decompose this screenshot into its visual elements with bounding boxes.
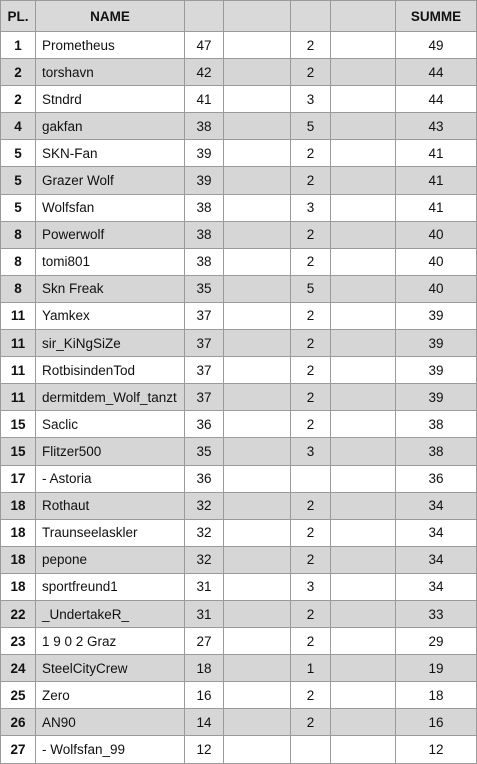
row-col-6 [331, 465, 396, 492]
row-bonus: 2 [291, 32, 331, 59]
row-col-6 [331, 384, 396, 411]
row-place: 4 [1, 113, 36, 140]
row-name: 1 9 0 2 Graz [36, 628, 185, 655]
table-row [1, 465, 477, 492]
table-row [1, 736, 477, 763]
row-col-4 [224, 736, 291, 763]
row-name: torshavn [36, 59, 185, 86]
row-col-4 [224, 492, 291, 519]
row-name: Yamkex [36, 302, 185, 329]
row-place: 15 [1, 438, 36, 465]
row-bonus: 2 [291, 682, 331, 709]
row-place: 18 [1, 492, 36, 519]
row-col-4 [224, 221, 291, 248]
row-name: Zero [36, 682, 185, 709]
row-col-4 [224, 302, 291, 329]
row-col-6 [331, 438, 396, 465]
row-bonus: 1 [291, 655, 331, 682]
row-name: Skn Freak [36, 275, 185, 302]
row-bonus [291, 736, 331, 763]
table-row [1, 140, 477, 167]
row-name: _UndertakeR_ [36, 600, 185, 627]
row-points: 39 [185, 167, 224, 194]
table-row [1, 519, 477, 546]
row-sum: 44 [396, 86, 477, 113]
row-col-4 [224, 682, 291, 709]
header-row [1, 1, 477, 32]
row-place: 11 [1, 302, 36, 329]
row-name: Wolfsfan [36, 194, 185, 221]
row-place: 11 [1, 384, 36, 411]
row-place: 26 [1, 709, 36, 736]
row-points: 12 [185, 736, 224, 763]
row-sum: 38 [396, 438, 477, 465]
row-col-6 [331, 600, 396, 627]
row-points: 47 [185, 32, 224, 59]
row-col-6 [331, 140, 396, 167]
row-sum: 41 [396, 167, 477, 194]
row-points: 37 [185, 302, 224, 329]
row-place: 2 [1, 86, 36, 113]
row-points: 32 [185, 519, 224, 546]
row-col-4 [224, 384, 291, 411]
row-points: 35 [185, 275, 224, 302]
row-place: 8 [1, 221, 36, 248]
header-name: NAME [36, 1, 185, 32]
header-place: PL. [1, 1, 36, 32]
row-sum: 16 [396, 709, 477, 736]
row-bonus: 2 [291, 546, 331, 573]
row-place: 2 [1, 59, 36, 86]
table-row [1, 167, 477, 194]
row-name: RotbisindenTod [36, 357, 185, 384]
table-row [1, 32, 477, 59]
row-name: sportfreund1 [36, 573, 185, 600]
row-place: 24 [1, 655, 36, 682]
row-col-6 [331, 113, 396, 140]
row-name: - Wolfsfan_99 [36, 736, 185, 763]
row-sum: 12 [396, 736, 477, 763]
table-row [1, 384, 477, 411]
row-sum: 49 [396, 32, 477, 59]
row-sum: 39 [396, 384, 477, 411]
row-bonus: 2 [291, 709, 331, 736]
row-name: Flitzer500 [36, 438, 185, 465]
row-place: 18 [1, 573, 36, 600]
row-sum: 34 [396, 519, 477, 546]
row-place: 27 [1, 736, 36, 763]
row-name: pepone [36, 546, 185, 573]
row-bonus: 2 [291, 221, 331, 248]
row-place: 17 [1, 465, 36, 492]
header-col-3 [185, 1, 224, 32]
row-sum: 33 [396, 600, 477, 627]
row-sum: 39 [396, 330, 477, 357]
row-col-6 [331, 167, 396, 194]
row-points: 38 [185, 194, 224, 221]
row-points: 32 [185, 492, 224, 519]
row-sum: 34 [396, 546, 477, 573]
row-points: 36 [185, 411, 224, 438]
row-sum: 29 [396, 628, 477, 655]
row-place: 18 [1, 519, 36, 546]
row-col-6 [331, 655, 396, 682]
table-row [1, 194, 477, 221]
row-bonus: 2 [291, 628, 331, 655]
row-points: 41 [185, 86, 224, 113]
row-points: 37 [185, 330, 224, 357]
row-sum: 43 [396, 113, 477, 140]
table-row [1, 411, 477, 438]
row-points: 18 [185, 655, 224, 682]
row-name: Traunseelaskler [36, 519, 185, 546]
header-col-4 [224, 1, 291, 32]
table-row [1, 302, 477, 329]
row-bonus: 3 [291, 573, 331, 600]
row-place: 8 [1, 248, 36, 275]
row-sum: 36 [396, 465, 477, 492]
table-row [1, 628, 477, 655]
row-col-6 [331, 32, 396, 59]
row-place: 23 [1, 628, 36, 655]
row-sum: 34 [396, 573, 477, 600]
row-points: 39 [185, 140, 224, 167]
table-row [1, 438, 477, 465]
row-col-4 [224, 86, 291, 113]
row-sum: 19 [396, 655, 477, 682]
row-bonus: 3 [291, 438, 331, 465]
table-row [1, 709, 477, 736]
table-row [1, 600, 477, 627]
row-name: - Astoria [36, 465, 185, 492]
row-points: 38 [185, 221, 224, 248]
table-row [1, 59, 477, 86]
table-row [1, 86, 477, 113]
row-col-6 [331, 357, 396, 384]
row-place: 8 [1, 275, 36, 302]
row-place: 1 [1, 32, 36, 59]
row-sum: 39 [396, 357, 477, 384]
row-name: Saclic [36, 411, 185, 438]
header-col-5 [291, 1, 331, 32]
row-col-4 [224, 248, 291, 275]
row-col-4 [224, 465, 291, 492]
row-name: SteelCityCrew [36, 655, 185, 682]
row-bonus: 2 [291, 384, 331, 411]
row-place: 22 [1, 600, 36, 627]
row-points: 16 [185, 682, 224, 709]
row-col-6 [331, 275, 396, 302]
row-col-4 [224, 546, 291, 573]
row-bonus: 2 [291, 140, 331, 167]
row-col-4 [224, 519, 291, 546]
row-name: gakfan [36, 113, 185, 140]
row-sum: 41 [396, 194, 477, 221]
row-place: 15 [1, 411, 36, 438]
row-bonus: 2 [291, 248, 331, 275]
row-points: 35 [185, 438, 224, 465]
row-sum: 44 [396, 59, 477, 86]
row-col-6 [331, 411, 396, 438]
row-col-6 [331, 59, 396, 86]
row-col-4 [224, 59, 291, 86]
row-sum: 40 [396, 221, 477, 248]
row-name: dermitdem_Wolf_tanzt [36, 384, 185, 411]
row-col-4 [224, 32, 291, 59]
table-row [1, 248, 477, 275]
row-place: 11 [1, 357, 36, 384]
table-row [1, 113, 477, 140]
row-col-4 [224, 600, 291, 627]
row-sum: 39 [396, 302, 477, 329]
row-bonus: 2 [291, 357, 331, 384]
table-row [1, 546, 477, 573]
row-bonus: 2 [291, 519, 331, 546]
row-points: 27 [185, 628, 224, 655]
table-row [1, 357, 477, 384]
row-col-4 [224, 194, 291, 221]
row-col-4 [224, 628, 291, 655]
row-bonus: 3 [291, 194, 331, 221]
row-points: 42 [185, 59, 224, 86]
row-name: Prometheus [36, 32, 185, 59]
table-row [1, 655, 477, 682]
row-place: 5 [1, 140, 36, 167]
row-bonus: 2 [291, 330, 331, 357]
row-col-4 [224, 275, 291, 302]
row-points: 37 [185, 357, 224, 384]
row-col-4 [224, 709, 291, 736]
row-col-6 [331, 248, 396, 275]
row-col-6 [331, 736, 396, 763]
row-bonus: 2 [291, 167, 331, 194]
row-col-6 [331, 573, 396, 600]
row-sum: 40 [396, 275, 477, 302]
row-col-6 [331, 628, 396, 655]
row-name: Powerwolf [36, 221, 185, 248]
row-points: 38 [185, 248, 224, 275]
row-sum: 34 [396, 492, 477, 519]
row-bonus: 2 [291, 302, 331, 329]
row-bonus: 5 [291, 275, 331, 302]
row-col-6 [331, 682, 396, 709]
row-col-6 [331, 546, 396, 573]
row-col-4 [224, 411, 291, 438]
row-points: 32 [185, 546, 224, 573]
row-place: 18 [1, 546, 36, 573]
row-name: Grazer Wolf [36, 167, 185, 194]
row-bonus: 5 [291, 113, 331, 140]
row-name: sir_KiNgSiZe [36, 330, 185, 357]
row-place: 5 [1, 167, 36, 194]
table-row [1, 573, 477, 600]
row-place: 25 [1, 682, 36, 709]
row-col-4 [224, 573, 291, 600]
row-col-6 [331, 492, 396, 519]
row-col-6 [331, 330, 396, 357]
row-points: 38 [185, 113, 224, 140]
table-body [1, 32, 477, 764]
row-col-4 [224, 655, 291, 682]
row-points: 37 [185, 384, 224, 411]
row-place: 11 [1, 330, 36, 357]
row-points: 31 [185, 600, 224, 627]
row-col-6 [331, 221, 396, 248]
row-bonus: 3 [291, 86, 331, 113]
header-sum: SUMME [396, 1, 477, 32]
row-points: 36 [185, 465, 224, 492]
row-col-4 [224, 438, 291, 465]
row-bonus: 2 [291, 492, 331, 519]
row-name: tomi801 [36, 248, 185, 275]
row-bonus: 2 [291, 600, 331, 627]
row-sum: 41 [396, 140, 477, 167]
row-name: SKN-Fan [36, 140, 185, 167]
row-points: 31 [185, 573, 224, 600]
row-col-6 [331, 709, 396, 736]
table-row [1, 330, 477, 357]
row-col-4 [224, 330, 291, 357]
row-points: 14 [185, 709, 224, 736]
row-sum: 18 [396, 682, 477, 709]
row-col-6 [331, 519, 396, 546]
table-row [1, 221, 477, 248]
table-row [1, 492, 477, 519]
row-sum: 40 [396, 248, 477, 275]
row-bonus: 2 [291, 59, 331, 86]
row-place: 5 [1, 194, 36, 221]
row-name: Stndrd [36, 86, 185, 113]
row-col-4 [224, 140, 291, 167]
row-col-4 [224, 167, 291, 194]
table-row [1, 275, 477, 302]
row-col-6 [331, 194, 396, 221]
header-col-6 [331, 1, 396, 32]
row-bonus [291, 465, 331, 492]
row-name: AN90 [36, 709, 185, 736]
row-sum: 38 [396, 411, 477, 438]
row-col-4 [224, 357, 291, 384]
row-bonus: 2 [291, 411, 331, 438]
row-name: Rothaut [36, 492, 185, 519]
row-col-6 [331, 302, 396, 329]
row-col-4 [224, 113, 291, 140]
row-col-6 [331, 86, 396, 113]
table-row [1, 682, 477, 709]
